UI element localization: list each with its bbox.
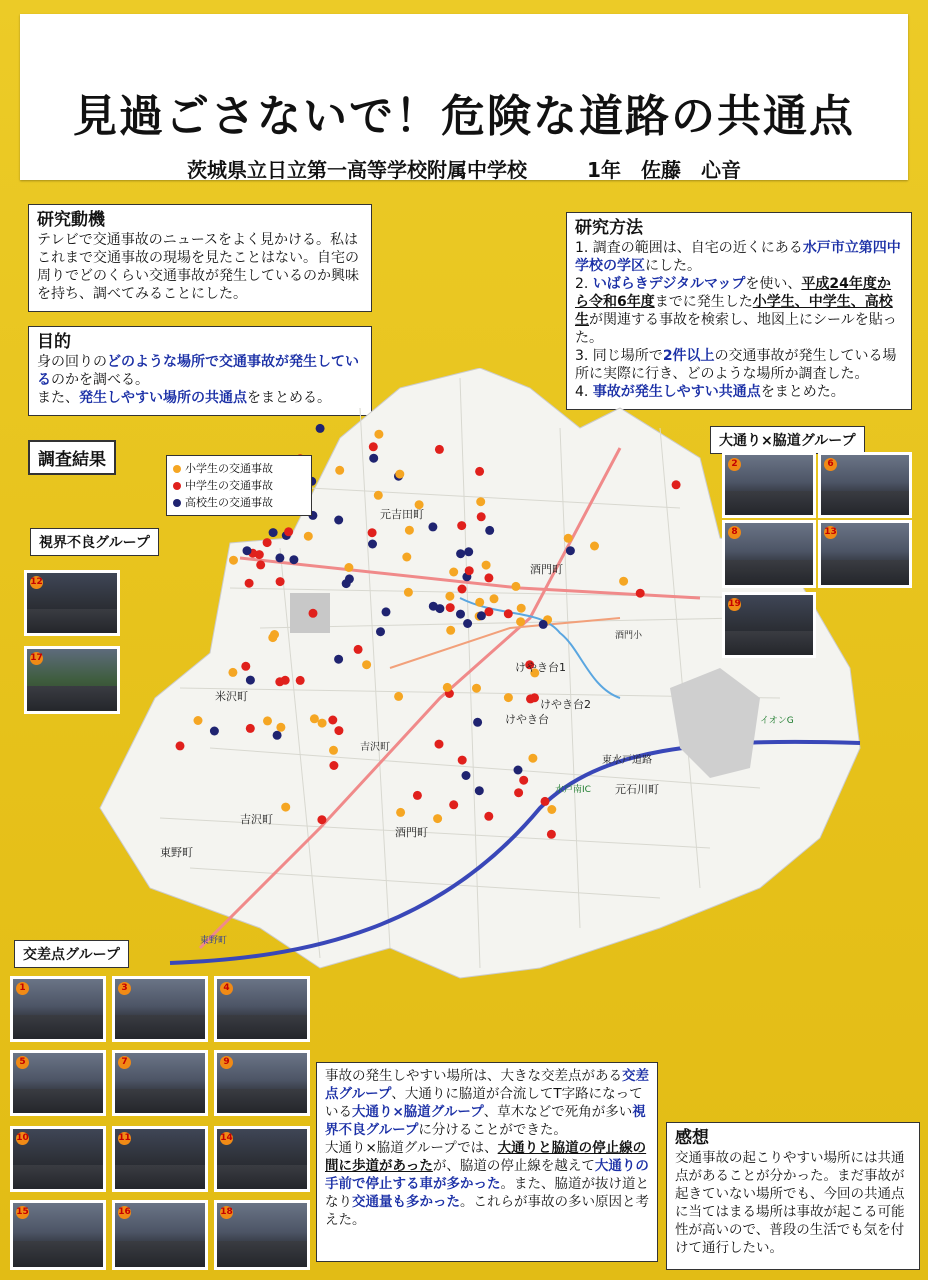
elementary-accident-dot (472, 684, 481, 693)
photo-visibility (24, 646, 120, 714)
photo-intersection (112, 976, 208, 1042)
high-accident-dot (246, 676, 255, 685)
elementary-accident-dot (374, 430, 383, 439)
map-label-higashinocho: 東野町 (200, 936, 228, 946)
elementary-accident-dot (394, 692, 403, 701)
junior-accident-dot (435, 445, 444, 454)
junior-accident-dot (256, 560, 265, 569)
method-underline: 平成24年度から令和6年度 (575, 276, 891, 310)
analysis-paragraph1 (325, 1067, 649, 1139)
poster-subtitle: 茨城県立日立第一高等学校附属中学校 1年 佐藤 心音 (187, 158, 741, 182)
elementary-accident-dot (362, 660, 371, 669)
analysis-emphasis: 視界不良グループ (325, 1104, 646, 1138)
navy-dot-icon (173, 499, 181, 507)
analysis-text: 大通り×脇道グループでは、 (325, 1140, 498, 1156)
junior-accident-dot (514, 788, 523, 797)
impression-heading: 感想 (675, 1128, 709, 1148)
method-text: を使い、 (745, 276, 802, 292)
method-item1 (575, 239, 903, 275)
purpose-emphasis: どのような場所で交通事故が発生している (37, 354, 359, 388)
elementary-accident-dot (228, 668, 237, 677)
junior-accident-dot (446, 603, 455, 612)
junior-accident-dot (413, 791, 422, 800)
photo-number: 18 (220, 1207, 233, 1217)
junior-accident-dot (636, 589, 645, 598)
legend-high (173, 494, 305, 511)
elementary-accident-dot (374, 491, 383, 500)
photo-intersection (112, 1126, 208, 1192)
junior-accident-dot (329, 761, 338, 770)
map-label-motoishikawa: 元石川町 (615, 783, 659, 796)
photo-road (217, 1089, 307, 1113)
legend-label: 高校生の交通事故 (185, 496, 273, 509)
analysis-text: 、草木などで死角が多い (483, 1104, 633, 1120)
photo-number: 13 (824, 527, 837, 537)
junior-accident-dot (541, 797, 550, 806)
purpose-text: をまとめる。 (247, 390, 331, 406)
photo-road (115, 1241, 205, 1267)
junior-accident-dot (526, 694, 535, 703)
analysis-emphasis: 大通り×脇道グループ (352, 1104, 484, 1120)
photo-road (217, 1165, 307, 1189)
photo-road (115, 1015, 205, 1039)
impression-box (666, 1122, 920, 1270)
junior-accident-dot (309, 609, 318, 618)
photo-road (13, 1165, 103, 1189)
map-label-keyakidai1: けやき台1 (515, 661, 566, 674)
photo-number: 16 (118, 1207, 131, 1217)
analysis-text: 。また、脇道が抜け道となり (325, 1176, 649, 1210)
high-accident-dot (566, 546, 575, 555)
junior-accident-dot (369, 442, 378, 451)
high-accident-dot (463, 619, 472, 628)
photo-number: 10 (16, 1133, 29, 1143)
high-accident-dot (273, 731, 282, 740)
photo-road (821, 491, 909, 515)
photo-road (27, 609, 117, 633)
photo-intersection (214, 1126, 310, 1192)
elementary-accident-dot (449, 568, 458, 577)
method-text: の交通事故が発生している場所に実際に行き、どのような場所か調査した。 (575, 348, 897, 382)
map-label-keyakidai2: けやき台2 (540, 698, 591, 711)
photo-intersection (214, 976, 310, 1042)
map-label-yoshizawa: 吉沢町 (240, 813, 273, 826)
junior-accident-dot (477, 512, 486, 521)
high-accident-dot (485, 526, 494, 535)
high-accident-dot (539, 620, 548, 629)
impression-text: 交通事故の起こりやすい場所には共通点があることが分かった。まだ事故が起きていない場所でも、今回の共通点に当てはまる場所は事故が起こる可能性が高いので、普段の生活でも気を付けて通行したい。 (675, 1150, 905, 1256)
title-box (20, 14, 908, 180)
high-accident-dot (269, 528, 278, 537)
elementary-accident-dot (564, 534, 573, 543)
elementary-accident-dot (276, 723, 285, 732)
elementary-accident-dot (433, 814, 442, 823)
photo-road (821, 560, 909, 585)
legend-junior (173, 477, 305, 494)
high-accident-dot (428, 522, 437, 531)
photo-number: 7 (118, 1056, 131, 1069)
photo-road (725, 631, 813, 655)
analysis-box (316, 1062, 658, 1262)
photo-number: 4 (220, 982, 233, 995)
photo-number: 19 (728, 599, 741, 609)
junior-accident-dot (296, 676, 305, 685)
map-label-higashimito: 東水戸道路 (602, 755, 652, 766)
photo-number: 2 (728, 458, 741, 471)
map-label-keyakidai: けやき台 (505, 713, 549, 726)
elementary-accident-dot (590, 542, 599, 551)
photo-number: 3 (118, 982, 131, 995)
elementary-accident-dot (329, 746, 338, 755)
high-accident-dot (289, 555, 298, 564)
elementary-accident-dot (446, 626, 455, 635)
analysis-underline: 大通りと脇道の停止線の間に歩道があった (325, 1140, 647, 1174)
elementary-accident-dot (517, 604, 526, 613)
junior-accident-dot (176, 741, 185, 750)
junior-accident-dot (275, 677, 284, 686)
elementary-accident-dot (482, 561, 491, 570)
junior-accident-dot (504, 609, 513, 618)
high-accident-dot (456, 610, 465, 619)
junior-accident-dot (241, 662, 250, 671)
analysis-text: が、脇道の停止線を越えて (432, 1158, 595, 1174)
elementary-accident-dot (476, 497, 485, 506)
map-label-sakadosho: 酒門小 (615, 631, 643, 641)
map-label-sakado: 酒門町 (530, 563, 563, 576)
elementary-accident-dot (194, 716, 203, 725)
visibility-group-label: 視界不良グループ (30, 528, 159, 556)
high-accident-dot (345, 574, 354, 583)
method-text: にした。 (645, 258, 701, 274)
method-text: 2. (575, 276, 593, 292)
high-accident-dot (464, 547, 473, 556)
junior-accident-dot (263, 538, 272, 547)
photo-main-side (722, 452, 816, 518)
orange-dot-icon (173, 465, 181, 473)
high-accident-dot (275, 553, 284, 562)
elementary-accident-dot (396, 808, 405, 817)
junior-accident-dot (484, 573, 493, 582)
junior-accident-dot (475, 467, 484, 476)
analysis-emphasis: 大通りの手前で停止する車が多かった (325, 1158, 649, 1192)
method-text: 1. 調査の範囲は、自宅の近くにある (575, 240, 803, 256)
motive-text: テレビで交通事故のニュースをよく見かける。私はこれまで交通事故の現場を見たことはない。自宅の周りでどのくらい交通事故が発生しているのか興味を持ち、調べてみることにした。 (37, 232, 359, 302)
photo-number: 5 (16, 1056, 29, 1069)
elementary-accident-dot (547, 805, 556, 814)
photo-road (217, 1241, 307, 1267)
junior-accident-dot (519, 776, 528, 785)
map-label-higashino: 東野町 (160, 846, 193, 859)
photo-road (725, 560, 813, 585)
photo-road (13, 1015, 103, 1039)
photo-intersection (10, 976, 106, 1042)
red-dot-icon (173, 482, 181, 490)
method-emphasis: 水戸市立第四中学校の学区 (575, 240, 901, 274)
photo-road (13, 1089, 103, 1113)
junior-accident-dot (368, 528, 377, 537)
junior-accident-dot (246, 724, 255, 733)
junior-accident-dot (276, 577, 285, 586)
high-accident-dot (475, 786, 484, 795)
analysis-emphasis: 交通量も多かった (352, 1194, 460, 1210)
junior-accident-dot (245, 579, 254, 588)
elementary-accident-dot (335, 466, 344, 475)
map-legend (166, 455, 312, 516)
photo-road (115, 1165, 205, 1189)
elementary-accident-dot (516, 617, 525, 626)
elementary-accident-dot (405, 526, 414, 535)
legend-elementary (173, 460, 305, 477)
elementary-accident-dot (318, 719, 327, 728)
results-label: 調査結果 (28, 440, 116, 475)
purpose-text: また、 (37, 390, 79, 406)
photo-road (13, 1241, 103, 1267)
junior-accident-dot (284, 527, 293, 536)
junior-accident-dot (449, 800, 458, 809)
photo-intersection (10, 1126, 106, 1192)
high-accident-dot (334, 516, 343, 525)
analysis-text: 、大通りに脇道が合流してT字路になっている (325, 1086, 643, 1120)
map-label-ic: 水戸南IC (555, 785, 591, 795)
elementary-accident-dot (304, 532, 313, 541)
photo-road (217, 1015, 307, 1039)
method-emphasis: 2件以上 (662, 348, 715, 364)
purpose-text: 身の回りの (37, 354, 107, 370)
high-accident-dot (456, 549, 465, 558)
method-underline: 小学生、中学生、高校生 (575, 294, 893, 328)
photo-intersection (112, 1200, 208, 1270)
analysis-text: 事故の発生しやすい場所は、大きな交差点がある (325, 1068, 622, 1084)
intersection-group-label: 交差点グループ (14, 940, 129, 968)
elementary-accident-dot (263, 716, 272, 725)
photo-number: 14 (220, 1133, 233, 1143)
photo-number: 8 (728, 526, 741, 539)
analysis-paragraph2 (325, 1139, 649, 1229)
motive-heading: 研究動機 (37, 210, 105, 230)
analysis-text: 。これらが事故の多い原因と考えた。 (325, 1194, 649, 1228)
photo-intersection (214, 1200, 310, 1270)
method-item2 (575, 275, 903, 347)
junior-accident-dot (334, 726, 343, 735)
analysis-emphasis: 交差点グループ (325, 1068, 649, 1102)
elementary-accident-dot (281, 803, 290, 812)
poster-title: 見過ごさないで！危険な道路の共通点 (73, 91, 855, 142)
elementary-accident-dot (344, 563, 353, 572)
elementary-accident-dot (443, 683, 452, 692)
photo-main-side (722, 520, 816, 588)
photo-intersection (214, 1050, 310, 1116)
method-text: をまとめた。 (760, 384, 845, 400)
photo-road (27, 686, 117, 711)
photo-number: 1 (16, 982, 29, 995)
legend-label: 小学生の交通事故 (185, 462, 273, 475)
photo-main-side (818, 520, 912, 588)
photo-road (725, 491, 813, 515)
junior-accident-dot (484, 812, 493, 821)
photo-road (115, 1089, 205, 1113)
junior-accident-dot (457, 521, 466, 530)
high-accident-dot (477, 611, 486, 620)
purpose-emphasis: 発生しやすい場所の共通点 (79, 390, 247, 406)
elementary-accident-dot (404, 588, 413, 597)
high-accident-dot (376, 627, 385, 636)
photo-number: 11 (118, 1133, 131, 1143)
high-accident-dot (316, 424, 325, 433)
method-emphasis: いばらきデジタルマップ (592, 276, 746, 292)
map-label-yoshi: 吉沢町 (360, 742, 390, 753)
map-label-sakado2: 酒門町 (395, 826, 428, 839)
photo-intersection (112, 1050, 208, 1116)
junior-accident-dot (435, 740, 444, 749)
method-heading: 研究方法 (575, 218, 643, 238)
junior-accident-dot (465, 566, 474, 575)
high-accident-dot (382, 607, 391, 616)
high-accident-dot (462, 771, 471, 780)
elementary-accident-dot (395, 470, 404, 479)
map-label-motoyoshida: 元吉田町 (380, 508, 424, 521)
analysis-text: に分けることができた。 (418, 1122, 567, 1138)
map-label-yonezawa: 米沢町 (215, 690, 248, 703)
junior-accident-dot (672, 480, 681, 489)
elementary-accident-dot (490, 594, 499, 603)
photo-main-side (818, 452, 912, 518)
high-accident-dot (334, 655, 343, 664)
purpose-heading: 目的 (37, 332, 71, 352)
photo-intersection (10, 1200, 106, 1270)
method-text: までに発生した (654, 294, 753, 310)
method-text: 3. 同じ場所で (575, 348, 663, 364)
high-accident-dot (429, 602, 438, 611)
method-text: が関連する事故を検索し、地図上にシールを貼った。 (575, 312, 897, 346)
elementary-accident-dot (511, 582, 520, 591)
map-label-aeon: イオンG (760, 716, 794, 726)
elementary-accident-dot (310, 714, 319, 723)
elementary-accident-dot (402, 553, 411, 562)
elementary-accident-dot (445, 592, 454, 601)
elementary-accident-dot (475, 598, 484, 607)
method-text: 4. (575, 384, 593, 400)
photo-number: 12 (30, 577, 43, 587)
photo-intersection (10, 1050, 106, 1116)
junior-accident-dot (354, 645, 363, 654)
elementary-accident-dot (270, 630, 279, 639)
purpose-text: のかを調べる。 (51, 372, 149, 388)
junior-accident-dot (547, 830, 556, 839)
high-accident-dot (243, 546, 252, 555)
photo-number: 17 (30, 653, 43, 663)
elementary-accident-dot (504, 693, 513, 702)
junior-accident-dot (317, 815, 326, 824)
elementary-accident-dot (528, 754, 537, 763)
photo-number: 9 (220, 1056, 233, 1069)
high-accident-dot (514, 766, 523, 775)
photo-visibility (24, 570, 120, 636)
method-emphasis: 事故が発生しやすい共通点 (592, 384, 761, 400)
junior-accident-dot (458, 756, 467, 765)
main-side-group-label: 大通り×脇道グループ (710, 426, 865, 454)
junior-accident-dot (328, 716, 337, 725)
photo-number: 6 (824, 458, 837, 471)
high-accident-dot (473, 718, 482, 727)
high-accident-dot (368, 540, 377, 549)
junior-accident-dot (458, 585, 467, 594)
photo-main-side (722, 592, 816, 658)
photo-number: 15 (16, 1207, 29, 1217)
high-accident-dot (210, 727, 219, 736)
elementary-accident-dot (229, 556, 238, 565)
motive-box (28, 204, 372, 312)
high-accident-dot (369, 454, 378, 463)
elementary-accident-dot (619, 577, 628, 586)
legend-label: 中学生の交通事故 (185, 479, 273, 492)
